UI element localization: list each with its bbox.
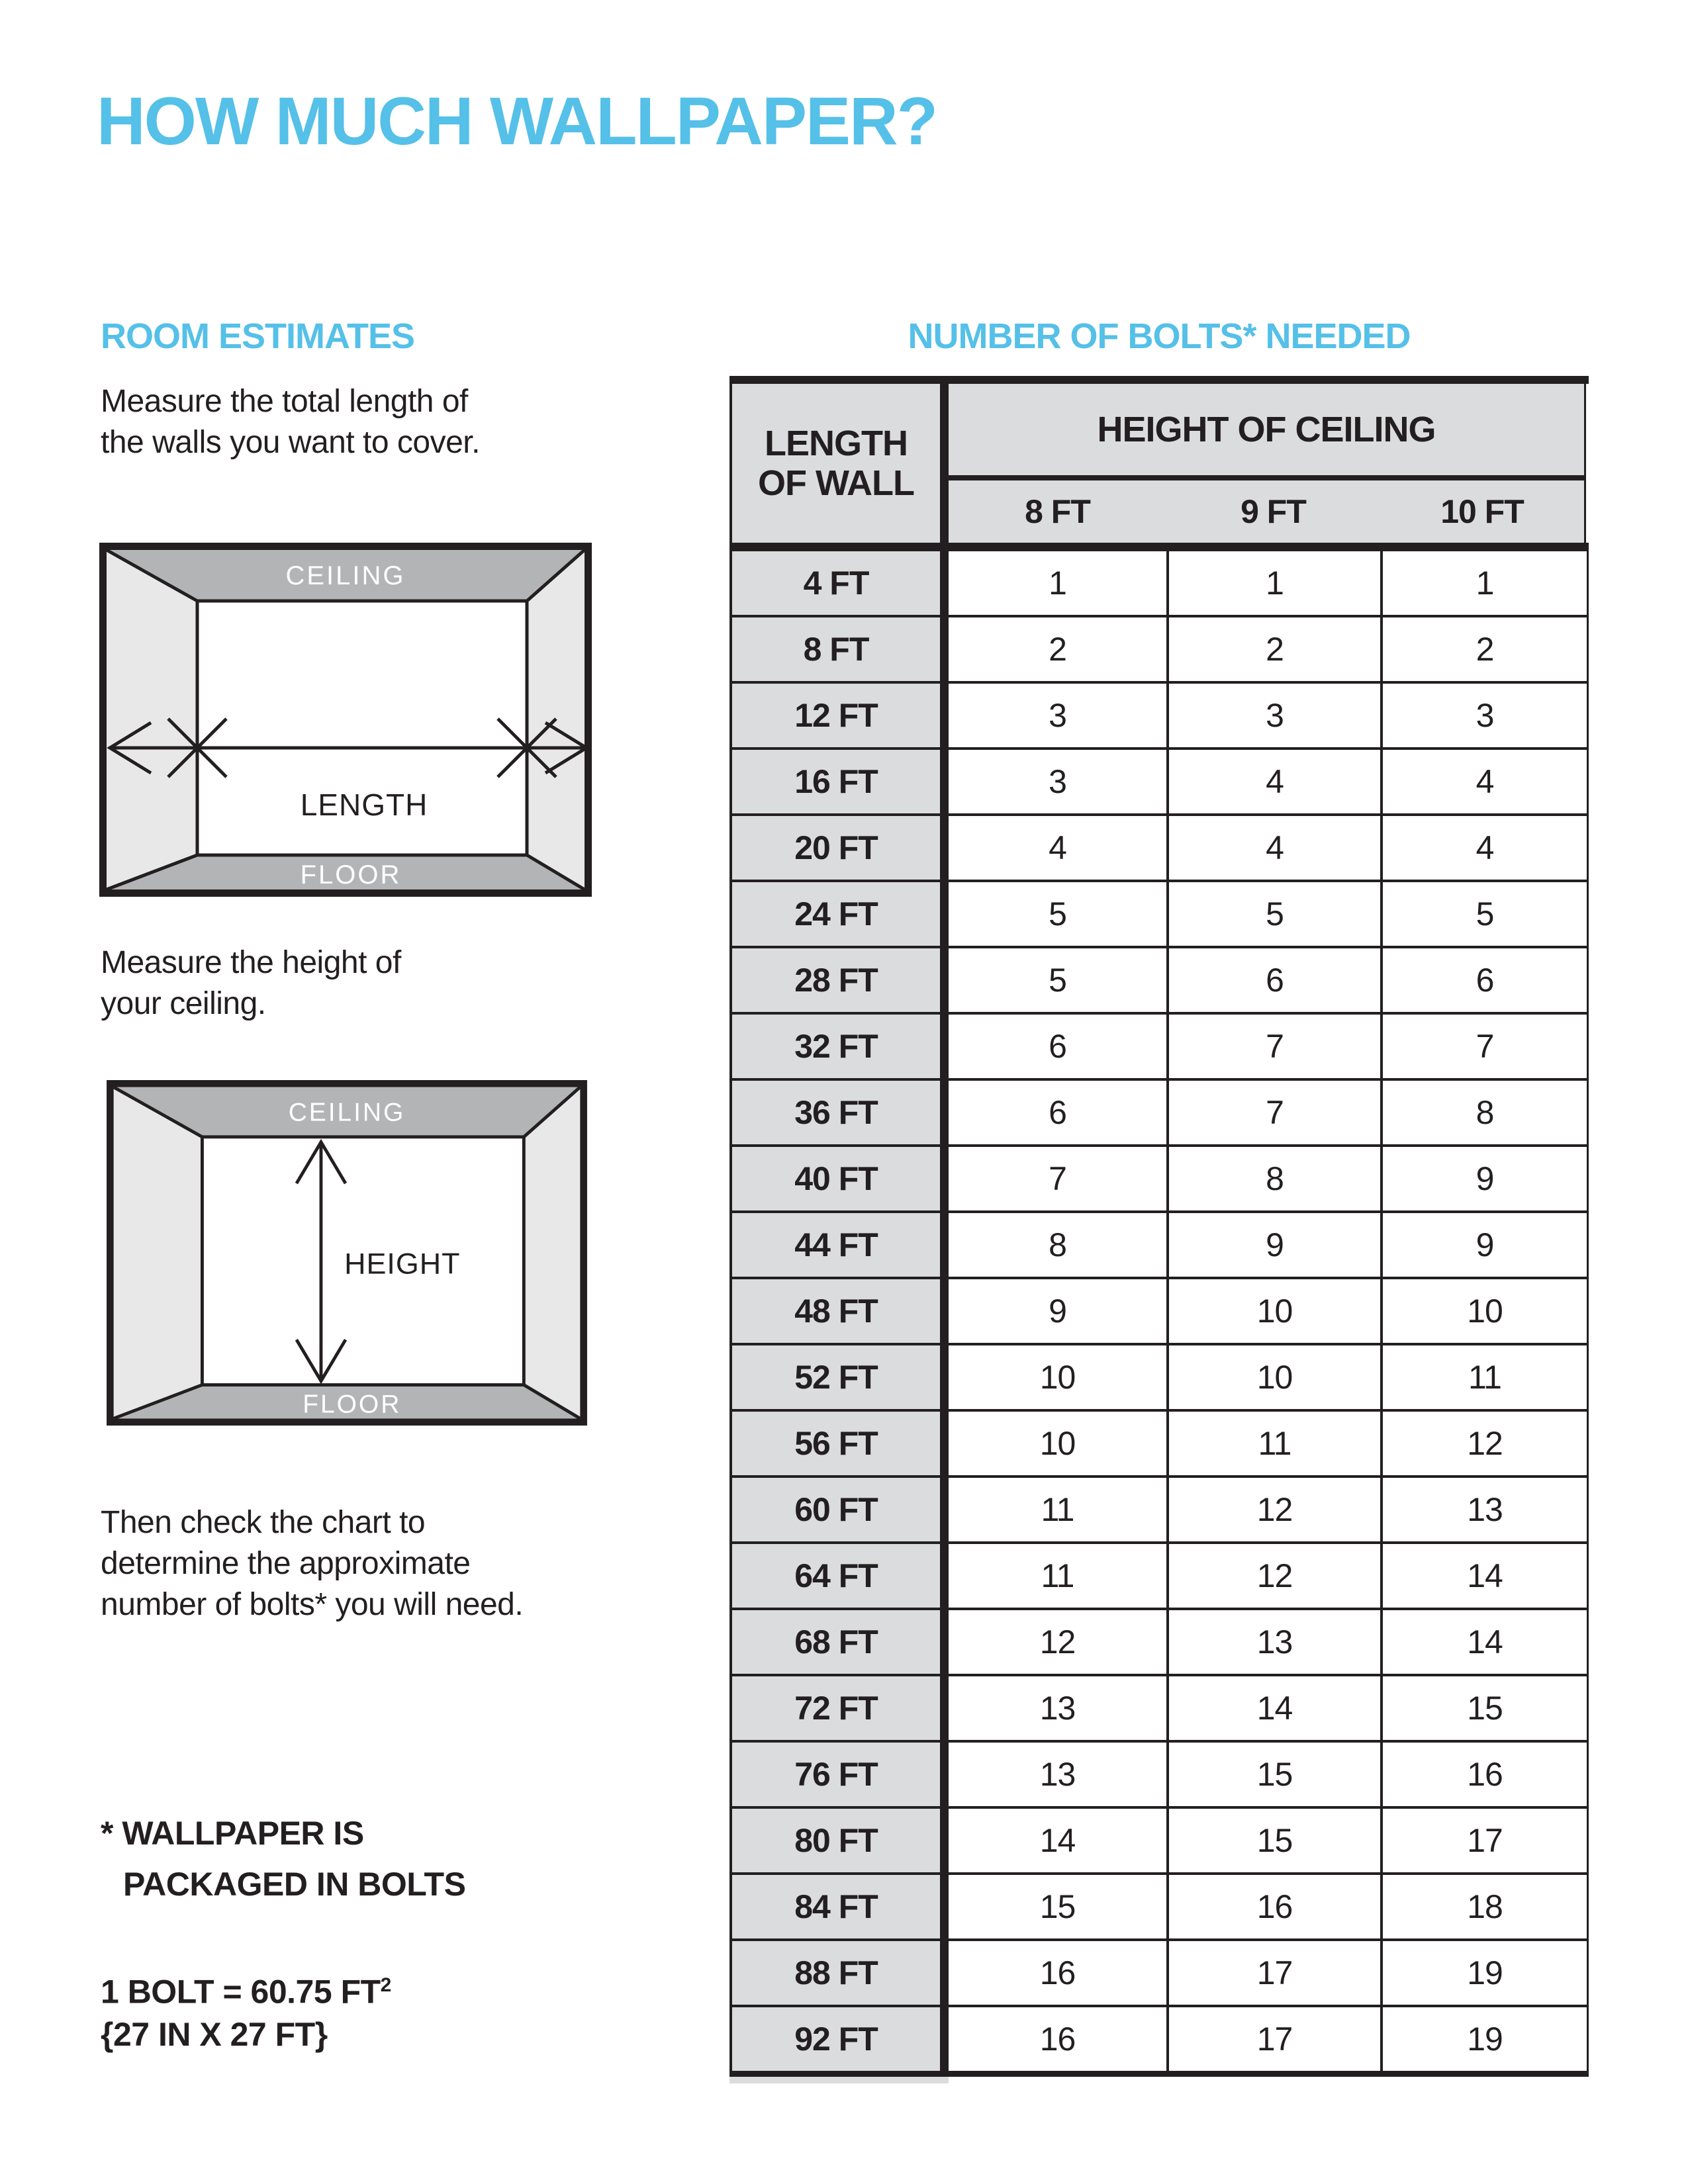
bolt-count-cell: 12: [1383, 1412, 1587, 1475]
row-label: 76 FT: [732, 1743, 940, 1806]
table-column-divider: [940, 1941, 949, 2005]
bolt-count-cell: 4: [1169, 750, 1380, 813]
bolt-count-cell: 11: [1169, 1412, 1380, 1475]
ceiling-height-columns: [949, 480, 1584, 543]
squared-superscript: 2: [380, 1974, 391, 1996]
table-column-divider: [940, 1478, 949, 1541]
bolt-count-cell: 2: [1169, 617, 1380, 681]
table-row: [729, 1610, 1589, 1676]
bolt-count-cell: 3: [1169, 684, 1380, 747]
bolt-count-cell: 1: [1383, 551, 1587, 615]
table-column-divider: [940, 1544, 949, 1608]
table-right-border: [1587, 1147, 1589, 1210]
footnote-line: * WALLPAPER IS: [101, 1815, 364, 1852]
floor-label: FLOOR: [300, 860, 402, 889]
bolt-count-cell: 9: [949, 1279, 1166, 1343]
row-label: 64 FT: [732, 1544, 940, 1608]
table-row: [729, 948, 1589, 1015]
room-height-diagram: [101, 1080, 593, 1426]
table-header: [729, 384, 1589, 543]
row-label: 16 FT: [732, 750, 940, 813]
bolt-count-cell: 11: [949, 1478, 1166, 1541]
height-dimension-label: HEIGHT: [344, 1246, 461, 1281]
room-estimates-heading: ROOM ESTIMATES: [101, 316, 415, 356]
bolts-needed-heading: NUMBER OF BOLTS* NEEDED: [908, 316, 1411, 356]
header-underline: [949, 475, 1584, 480]
bolt-count-cell: 8: [1169, 1147, 1380, 1210]
table-row: [729, 1941, 1589, 2007]
table-row: [729, 1081, 1589, 1147]
bolt-count-cell: 15: [1383, 1676, 1587, 1740]
bolt-count-cell: 17: [1169, 2007, 1380, 2071]
row-label: 20 FT: [732, 816, 940, 880]
row-label: 52 FT: [732, 1345, 940, 1409]
bolt-count-cell: 16: [1169, 1875, 1380, 1938]
table-row: [729, 1809, 1589, 1875]
table-column-divider: [940, 1213, 949, 1277]
bolt-count-cell: 6: [1169, 948, 1380, 1012]
row-label: 40 FT: [732, 1147, 940, 1210]
table-column-divider: [940, 1345, 949, 1409]
bolt-count-cell: 14: [1383, 1544, 1587, 1608]
bolt-count-cell: 14: [1383, 1610, 1587, 1674]
bolt-count-cell: 5: [1169, 882, 1380, 946]
bolt-count-cell: 12: [949, 1610, 1166, 1674]
height-of-ceiling-label: HEIGHT OF CEILING: [1097, 410, 1436, 449]
paragraph-line: the walls you want to cover.: [101, 425, 480, 460]
bolt-count-cell: 1: [949, 551, 1166, 615]
table-column-divider: [940, 2007, 949, 2071]
row-label: 8 FT: [732, 617, 940, 681]
table-column-divider: [940, 750, 949, 813]
table-row: [729, 1147, 1589, 1213]
table-right-border: [1587, 617, 1589, 681]
table-right-border: [1587, 551, 1589, 615]
paragraph-line: number of bolts* you will need.: [101, 1587, 524, 1622]
table-column-divider: [940, 684, 949, 747]
table-top-bar: [729, 376, 1589, 384]
bolt-count-cell: 5: [949, 948, 1166, 1012]
column-header-10ft: 10 FT: [1440, 493, 1524, 530]
row-label: 4 FT: [732, 551, 940, 615]
row-label: 48 FT: [732, 1279, 940, 1343]
bolt-count-cell: 10: [949, 1345, 1166, 1409]
bolt-count-cell: 4: [949, 816, 1166, 880]
bolt-count-cell: 16: [949, 1941, 1166, 2005]
table-right-border: [1587, 1941, 1589, 2005]
bolt-count-cell: 13: [1169, 1610, 1380, 1674]
left-wall-face: [107, 550, 197, 889]
paragraph-measure-height: [101, 942, 401, 1024]
row-label: 92 FT: [732, 2007, 940, 2071]
bolt-count-cell: 10: [1383, 1279, 1587, 1343]
table-row: [729, 2007, 1589, 2071]
table-row: [729, 1412, 1589, 1478]
row-label: 32 FT: [732, 1015, 940, 1078]
table-right-border: [1587, 882, 1589, 946]
bolt-count-cell: 11: [949, 1544, 1166, 1608]
bolt-count-cell: 5: [1383, 882, 1587, 946]
table-right-border: [1587, 1345, 1589, 1409]
table-column-divider: [940, 1676, 949, 1740]
bolt-count-cell: 14: [949, 1809, 1166, 1872]
table-row: [729, 1478, 1589, 1544]
table-column-divider: [940, 1015, 949, 1078]
left-wall-face: [114, 1087, 203, 1419]
row-label: 12 FT: [732, 684, 940, 747]
bolt-count-cell: 16: [1383, 1743, 1587, 1806]
length-dimension-label: LENGTH: [300, 788, 428, 822]
table-right-border: [1587, 1478, 1589, 1541]
row-label: 36 FT: [732, 1081, 940, 1144]
table-column-divider: [940, 948, 949, 1012]
table-right-border: [1587, 816, 1589, 880]
table-column-divider: [940, 1279, 949, 1343]
paragraph-line: Measure the height of: [101, 945, 401, 980]
bolt-count-cell: 13: [1383, 1478, 1587, 1541]
bolt-count-cell: 6: [949, 1081, 1166, 1144]
bolt-count-cell: 10: [949, 1412, 1166, 1475]
table-row: [729, 1213, 1589, 1279]
bolts-table: [729, 376, 1589, 2077]
table-column-divider: [940, 1743, 949, 1806]
bolt-count-cell: 1: [1169, 551, 1380, 615]
table-right-border: [1587, 1213, 1589, 1277]
table-row: [729, 617, 1589, 684]
bolt-count-cell: 6: [1383, 948, 1587, 1012]
table-row: [729, 750, 1589, 816]
row-label: 28 FT: [732, 948, 940, 1012]
bolt-count-cell: 6: [949, 1015, 1166, 1078]
bolt-count-cell: 15: [1169, 1743, 1380, 1806]
ceiling-label: CEILING: [288, 1098, 406, 1127]
bolt-count-cell: 7: [1383, 1015, 1587, 1078]
table-row: [729, 1544, 1589, 1610]
bolt-count-cell: 7: [949, 1147, 1166, 1210]
bolt-count-cell: 4: [1383, 816, 1587, 880]
column-header-8ft: 8 FT: [1025, 493, 1090, 530]
table-column-divider: [940, 551, 949, 615]
bolt-count-cell: 5: [949, 882, 1166, 946]
table-column-divider: [940, 384, 949, 543]
table-right-border: [1587, 1875, 1589, 1938]
bolt-count-cell: 17: [1169, 1941, 1380, 2005]
bolt-size-info: [101, 1964, 391, 2056]
table-right-border: [1587, 1279, 1589, 1343]
paragraph-line: determine the approximate: [101, 1546, 471, 1581]
row-label: 84 FT: [732, 1875, 940, 1938]
table-row: [729, 1345, 1589, 1412]
bolt-count-cell: 18: [1383, 1875, 1587, 1938]
table-column-divider: [940, 1610, 949, 1674]
table-row: [729, 1279, 1589, 1345]
floor-label: FLOOR: [303, 1390, 402, 1419]
table-row: [729, 1015, 1589, 1081]
table-right-border: [1587, 1544, 1589, 1608]
table-column-divider: [940, 1081, 949, 1144]
bolt-count-cell: 10: [1169, 1279, 1380, 1343]
bolts-footnote: [101, 1808, 465, 1910]
paragraph-measure-length: [101, 381, 480, 463]
bolt-count-cell: 2: [1383, 617, 1587, 681]
table-row: [729, 684, 1589, 750]
table-right-border: [1587, 1412, 1589, 1475]
bolt-count-cell: 3: [1383, 684, 1587, 747]
bolt-dimensions: {27 IN X 27 FT}: [101, 2015, 328, 2053]
table-row: [729, 882, 1589, 948]
table-column-divider: [940, 1809, 949, 1872]
bolt-count-cell: 17: [1383, 1809, 1587, 1872]
table-right-border: [1584, 384, 1586, 543]
table-column-divider: [940, 1147, 949, 1210]
table-right-border: [1587, 2007, 1589, 2071]
row-label: 44 FT: [732, 1213, 940, 1277]
table-right-border: [1587, 1015, 1589, 1078]
bolt-count-cell: 12: [1169, 1478, 1380, 1541]
table-right-border: [1587, 750, 1589, 813]
bolt-count-cell: 9: [1383, 1147, 1587, 1210]
bolt-count-cell: 4: [1383, 750, 1587, 813]
column-header-9ft: 9 FT: [1241, 493, 1306, 530]
table-row: [729, 1676, 1589, 1743]
bolt-count-cell: 15: [1169, 1809, 1380, 1872]
bolt-count-cell: 15: [949, 1875, 1166, 1938]
height-of-ceiling-header: [949, 384, 1584, 543]
row-label: 68 FT: [732, 1610, 940, 1674]
table-row: [729, 1875, 1589, 1941]
bolt-count-cell: 11: [1383, 1345, 1587, 1409]
table-row: [729, 551, 1589, 617]
paragraph-line: your ceiling.: [101, 986, 266, 1021]
table-column-divider: [940, 1875, 949, 1938]
table-right-border: [1587, 684, 1589, 747]
row-label: 56 FT: [732, 1412, 940, 1475]
label-column-stub: [729, 2077, 949, 2083]
bolt-count-cell: 19: [1383, 1941, 1587, 2005]
bolt-count-cell: 8: [1383, 1081, 1587, 1144]
bolt-count-cell: 10: [1169, 1345, 1380, 1409]
bolt-equation: 1 BOLT = 60.75 $FT^2$: [101, 1973, 391, 2011]
bolt-count-cell: 2: [949, 617, 1166, 681]
row-label: 72 FT: [732, 1676, 940, 1740]
table-column-divider: [940, 816, 949, 880]
table-row: [729, 1743, 1589, 1809]
header-bottom-rule: [729, 543, 1589, 551]
paragraph-check-chart: [101, 1502, 523, 1625]
right-wall-face: [524, 1087, 580, 1419]
bolt-count-cell: 19: [1383, 2007, 1587, 2071]
table-bottom-rule: [729, 2071, 1589, 2077]
row-label: 80 FT: [732, 1809, 940, 1872]
bolt-count-cell: 13: [949, 1676, 1166, 1740]
bolt-count-cell: 8: [949, 1213, 1166, 1277]
page-title: HOW MUCH WALLPAPER?: [97, 83, 937, 159]
paragraph-line: Measure the total length of: [101, 384, 468, 419]
table-right-border: [1587, 1809, 1589, 1872]
ceiling-label: CEILING: [285, 561, 406, 590]
table-right-border: [1587, 1081, 1589, 1144]
table-right-border: [1587, 1743, 1589, 1806]
bolt-count-cell: 3: [949, 684, 1166, 747]
bolt-count-cell: 4: [1169, 816, 1380, 880]
table-right-border: [1587, 1610, 1589, 1674]
footnote-line: PACKAGED IN BOLTS: [123, 1866, 466, 1903]
bolt-count-cell: 12: [1169, 1544, 1380, 1608]
bolt-count-cell: 14: [1169, 1676, 1380, 1740]
table-right-border: [1587, 948, 1589, 1012]
table-column-divider: [940, 882, 949, 946]
table-column-divider: [940, 617, 949, 681]
bolt-count-cell: 7: [1169, 1015, 1380, 1078]
table-body: [729, 551, 1589, 2071]
table-right-border: [1587, 1676, 1589, 1740]
bolt-count-cell: 16: [949, 2007, 1166, 2071]
length-of-wall-header: LENGTH OF WALL: [732, 384, 940, 543]
row-label: 60 FT: [732, 1478, 940, 1541]
room-length-diagram: [99, 543, 592, 897]
bolt-count-cell: 9: [1383, 1213, 1587, 1277]
table-column-divider: [940, 1412, 949, 1475]
table-row: [729, 816, 1589, 882]
bolt-count-cell: 3: [949, 750, 1166, 813]
row-label: 88 FT: [732, 1941, 940, 2005]
bolt-count-cell: 7: [1169, 1081, 1380, 1144]
bolt-count-cell: 13: [949, 1743, 1166, 1806]
row-label: 24 FT: [732, 882, 940, 946]
paragraph-line: Then check the chart to: [101, 1505, 426, 1540]
bolt-count-cell: 9: [1169, 1213, 1380, 1277]
